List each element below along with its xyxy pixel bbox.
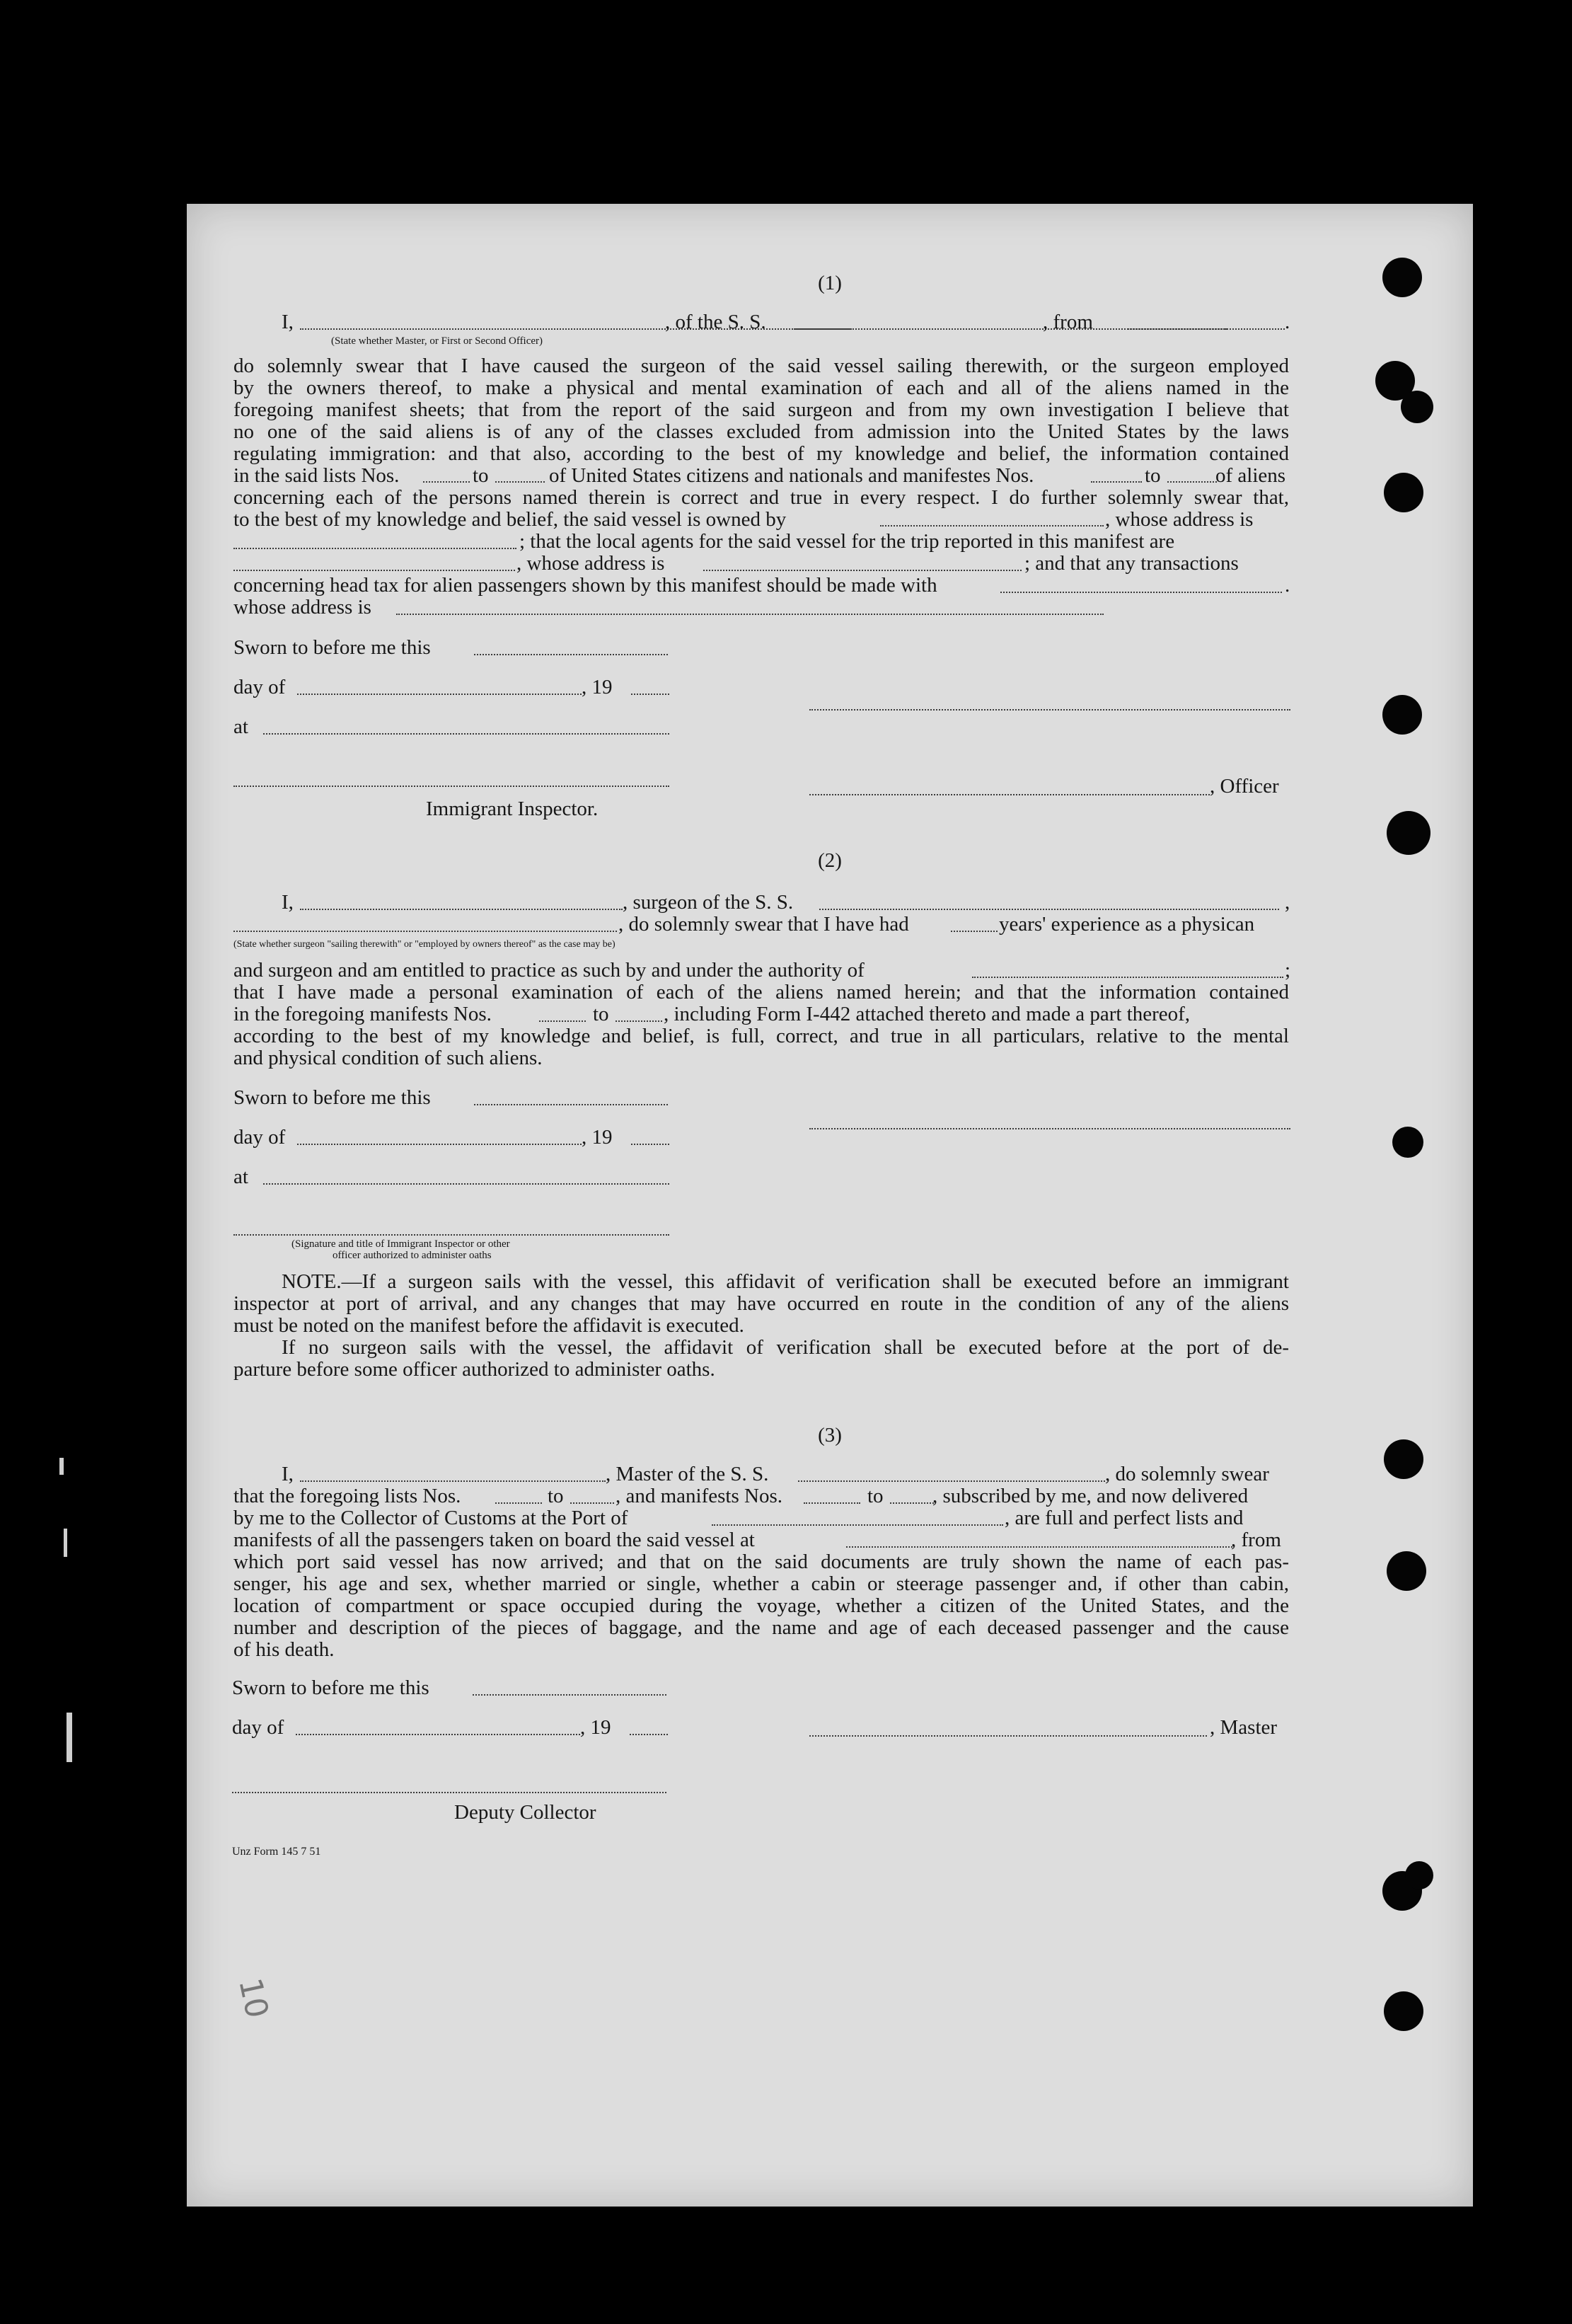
years-experience-field[interactable] <box>951 931 998 932</box>
manifestes-label: of United States citizens and nationals and manifestes Nos. <box>549 464 1034 487</box>
master-ss-label: , Master of the S. S. <box>606 1463 769 1485</box>
film-edge-mark <box>59 1458 64 1475</box>
film-edge-mark <box>64 1529 67 1557</box>
surgeon-type-note: (State whether surgeon "sailing therewith" or "employed by owners thereof" as the case may be) <box>233 939 615 950</box>
day-month-field[interactable] <box>297 694 582 695</box>
form-page <box>187 204 1473 2207</box>
at-label: at <box>233 715 248 738</box>
surgeon-manifests-from-field[interactable] <box>539 1020 586 1022</box>
sworn-date-field[interactable] <box>474 1104 668 1105</box>
owner-address-field[interactable] <box>233 548 516 549</box>
form-i442-label: , including Form I-442 attached thereto and made a part thereof, <box>664 1003 1191 1025</box>
day-of-label: day of <box>232 1716 284 1739</box>
sworn-date-field[interactable] <box>474 654 668 655</box>
owned-by-label: to the best of my knowledge and belief, the said vessel is owned by <box>233 508 787 531</box>
punch-hole <box>1401 391 1433 423</box>
officer-label: , Officer <box>1210 775 1279 798</box>
lists3-from-field[interactable] <box>495 1502 542 1504</box>
deputy-signature-field[interactable] <box>232 1792 666 1793</box>
affidavit-1-i: I, <box>282 311 294 333</box>
sworn-label: Sworn to before me this <box>233 636 431 659</box>
punch-hole <box>1387 1551 1426 1591</box>
year-label: , 19 <box>580 1716 611 1739</box>
full-lists-label: , are full and perfect lists and <box>1005 1507 1244 1529</box>
at-place-field[interactable] <box>263 733 669 735</box>
collector-port-label: by me to the Collector of Customs at the Port of <box>233 1507 628 1529</box>
affidavit-1-from-label: , from <box>1043 311 1093 333</box>
affidavit-3-line: of his death. <box>233 1638 335 1661</box>
sworn-label: Sworn to before me this <box>232 1676 429 1699</box>
surgeon-signature-field[interactable] <box>809 1128 1290 1129</box>
lists-nos-label: in the said lists Nos. <box>233 464 400 487</box>
affidavit-3-line: number and description of the pieces of baggage, and the name and age of each deceased passenger and the cause <box>233 1616 1289 1639</box>
affidavit-1-number: (1) <box>818 272 842 294</box>
agents-address-field[interactable] <box>703 570 1022 571</box>
whose-address-label: whose address is <box>233 596 371 619</box>
head-tax-field[interactable] <box>1000 592 1282 593</box>
inspector-signature-field[interactable] <box>233 786 669 787</box>
taken-on-board-label: manifests of all the passengers taken on board the said vessel at <box>233 1529 755 1551</box>
surgeon-manifests-to-field[interactable] <box>615 1020 662 1022</box>
affidavit-2-line: and physical condition of such aliens. <box>233 1047 543 1069</box>
master-swear-label: , do solemnly swear <box>1105 1463 1269 1485</box>
handwritten-margin-note: 10 <box>231 1974 275 2022</box>
affidavit-3-i: I, <box>282 1463 294 1485</box>
punch-hole <box>1387 811 1431 855</box>
at-label: at <box>233 1166 248 1188</box>
officer-signature-field[interactable] <box>809 794 1210 795</box>
year-field[interactable] <box>631 1144 669 1145</box>
note-line: If no surgeon sails with the vessel, the affidavit of verification shall be executed before at the port of de- <box>282 1336 1289 1359</box>
punch-hole <box>1384 1991 1423 2031</box>
deputy-collector-label: Deputy Collector <box>454 1801 596 1824</box>
year-label: , 19 <box>582 676 613 698</box>
affidavit-1-period: . <box>1285 311 1290 333</box>
head-tax-address-field[interactable] <box>396 614 1104 615</box>
day-month-field[interactable] <box>297 1144 582 1145</box>
day-of-label: day of <box>233 676 286 698</box>
head-tax-label: concerning head tax for alien passengers shown by this manifest should be made with <box>233 574 937 597</box>
form-identifier: Unz Form 145 7 51 <box>232 1846 321 1858</box>
from-label: , from <box>1231 1529 1281 1551</box>
affidavit-3-line: senger, his age and sex, whether married or single, whether a cabin or steerage passenger and, if other than cabin, <box>233 1572 1289 1595</box>
film-edge-mark <box>67 1713 72 1762</box>
affidavit-1-ss-label: , of the S. S. <box>665 311 766 333</box>
affidavit-1-line: regulating immigration: and that also, according to the best of my knowledge and belief, the information contained <box>233 442 1289 465</box>
affidavit-3-line: location of compartment or space occupied during the voyage, whether a citizen of the United States, and the <box>233 1594 1289 1617</box>
note-line: must be noted on the manifest before the affidavit is executed. <box>233 1314 744 1337</box>
sworn-date-field[interactable] <box>473 1694 666 1696</box>
immigrant-inspector-label: Immigrant Inspector. <box>426 798 599 820</box>
signature-note: (Signature and title of Immigrant Inspector or other <box>291 1238 510 1250</box>
punch-hole <box>1384 473 1423 512</box>
affidavit-1-line: no one of the said aliens is of any of the classes excluded from admission into the United States by the laws <box>233 420 1289 443</box>
from-port-field[interactable] <box>1128 328 1285 330</box>
master3-vessel-field[interactable] <box>798 1480 1105 1482</box>
local-agents-label: ; that the local agents for the said vessel for the trip reported in this manifest are <box>519 530 1175 553</box>
surgeon-manifests-to-label: to <box>593 1003 609 1025</box>
lists3-to-field[interactable] <box>570 1502 614 1504</box>
foregoing-lists-label: that the foregoing lists Nos. <box>233 1485 461 1507</box>
solemnly-swear-label: , do solemnly swear that I have had <box>618 913 909 936</box>
note-line: NOTE.—If a surgeon sails with the vessel, this affidavit of verification shall be executed before an immigrant <box>282 1270 1289 1293</box>
surgeon-ss-label: , surgeon of the S. S. <box>623 891 794 914</box>
authority-semicolon: ; <box>1285 959 1291 982</box>
manifestes-from-field[interactable] <box>1091 481 1142 483</box>
authority-field[interactable] <box>972 977 1283 978</box>
affidavit-2-number: (2) <box>818 849 842 872</box>
collector-port-field[interactable] <box>712 1524 1003 1526</box>
manifests3-to-field[interactable] <box>890 1502 934 1504</box>
note-line: inspector at port of arrival, and any changes that may have occurred en route in the condition of any of the aliens <box>233 1292 1289 1315</box>
master-label: , Master <box>1210 1716 1278 1739</box>
manifests3-to-label: to <box>867 1485 884 1507</box>
note-line: parture before some officer authorized to administer oaths. <box>233 1358 715 1381</box>
years-experience-label: years' experience as a physican <box>999 913 1255 936</box>
affidavit-1-line: foregoing manifest sheets; that from the report of the said surgeon and from my own investigation I believe that <box>233 398 1289 421</box>
head-tax-period: . <box>1285 574 1290 597</box>
agents-address-label: , whose address is <box>516 552 665 575</box>
affidavit-2-i: I, <box>282 891 294 914</box>
punch-hole <box>1392 1127 1423 1158</box>
boarding-port-field[interactable] <box>846 1546 1232 1548</box>
manifests3-from-field[interactable] <box>804 1502 860 1504</box>
surgeon-manifests-label: in the foregoing manifests Nos. <box>233 1003 492 1025</box>
affidavit-2-line: according to the best of my knowledge and belief, is full, correct, and true in all particulars, relative to the mental <box>233 1025 1289 1047</box>
surgeon-name-field[interactable] <box>300 909 623 910</box>
owner-field[interactable] <box>880 525 1104 527</box>
manifestes-to-field[interactable] <box>1167 481 1217 483</box>
of-aliens-label: of aliens <box>1215 464 1286 487</box>
affidavit-1-line: concerning each of the persons named therein is correct and true in every respect. I do further solemnly swear that, <box>233 486 1289 509</box>
affidavit-2-line: that I have made a personal examination of each of the aliens named herein; and that the information contained <box>233 981 1289 1003</box>
day-month-field[interactable] <box>296 1734 580 1735</box>
transactions-label: ; and that any transactions <box>1024 552 1239 575</box>
signature-note: officer authorized to administer oaths <box>333 1250 492 1261</box>
inspector-signature-field[interactable] <box>233 1234 669 1236</box>
at-place-field[interactable] <box>263 1183 669 1185</box>
subscribed-label: , subscribed by me, and now delivered <box>932 1485 1249 1507</box>
manifests3-label: , and manifests Nos. <box>615 1485 782 1507</box>
authority-label: and surgeon and am entitled to practice as such by and under the authority of <box>233 959 865 982</box>
affidavit-1-line: do solemnly swear that I have caused the surgeon of the said vessel sailing therewith, or the surgeon employed <box>233 355 1289 377</box>
sworn-label: Sworn to before me this <box>233 1086 431 1109</box>
local-agents-field[interactable] <box>233 570 515 571</box>
lists-to-field[interactable] <box>495 481 545 483</box>
punch-hole <box>1405 1861 1433 1889</box>
master-signature-field[interactable] <box>809 709 1290 711</box>
year-field[interactable] <box>631 694 669 695</box>
day-of-label: day of <box>233 1126 286 1149</box>
surgeon-vessel-field[interactable] <box>819 909 1279 910</box>
owner-address-label: , whose address is <box>1105 508 1254 531</box>
affidavit-1-officer-note: (State whether Master, or First or Second Officer) <box>331 335 543 347</box>
affidavit-1-line: by the owners thereof, to make a physical and mental examination of each and all of the aliens named in the <box>233 376 1289 399</box>
affidavit-3-number: (3) <box>818 1424 842 1446</box>
master3-name-field[interactable] <box>300 1480 606 1482</box>
affidavit-3-line: which port said vessel has now arrived; and that on the said documents are truly shown the name of each pas- <box>233 1551 1289 1573</box>
lists-to-label: to <box>473 464 489 487</box>
punch-hole <box>1382 695 1422 735</box>
year-field[interactable] <box>630 1734 668 1735</box>
master-name-field[interactable] <box>300 328 852 330</box>
year-label: , 19 <box>582 1126 613 1149</box>
surgeon-type-field[interactable] <box>233 931 617 932</box>
lists3-to-label: to <box>548 1485 564 1507</box>
affidavit-2-comma: , <box>1285 891 1290 914</box>
lists-from-field[interactable] <box>423 481 470 483</box>
manifestes-to-label: to <box>1145 464 1161 487</box>
master-final-signature-field[interactable] <box>809 1735 1207 1737</box>
